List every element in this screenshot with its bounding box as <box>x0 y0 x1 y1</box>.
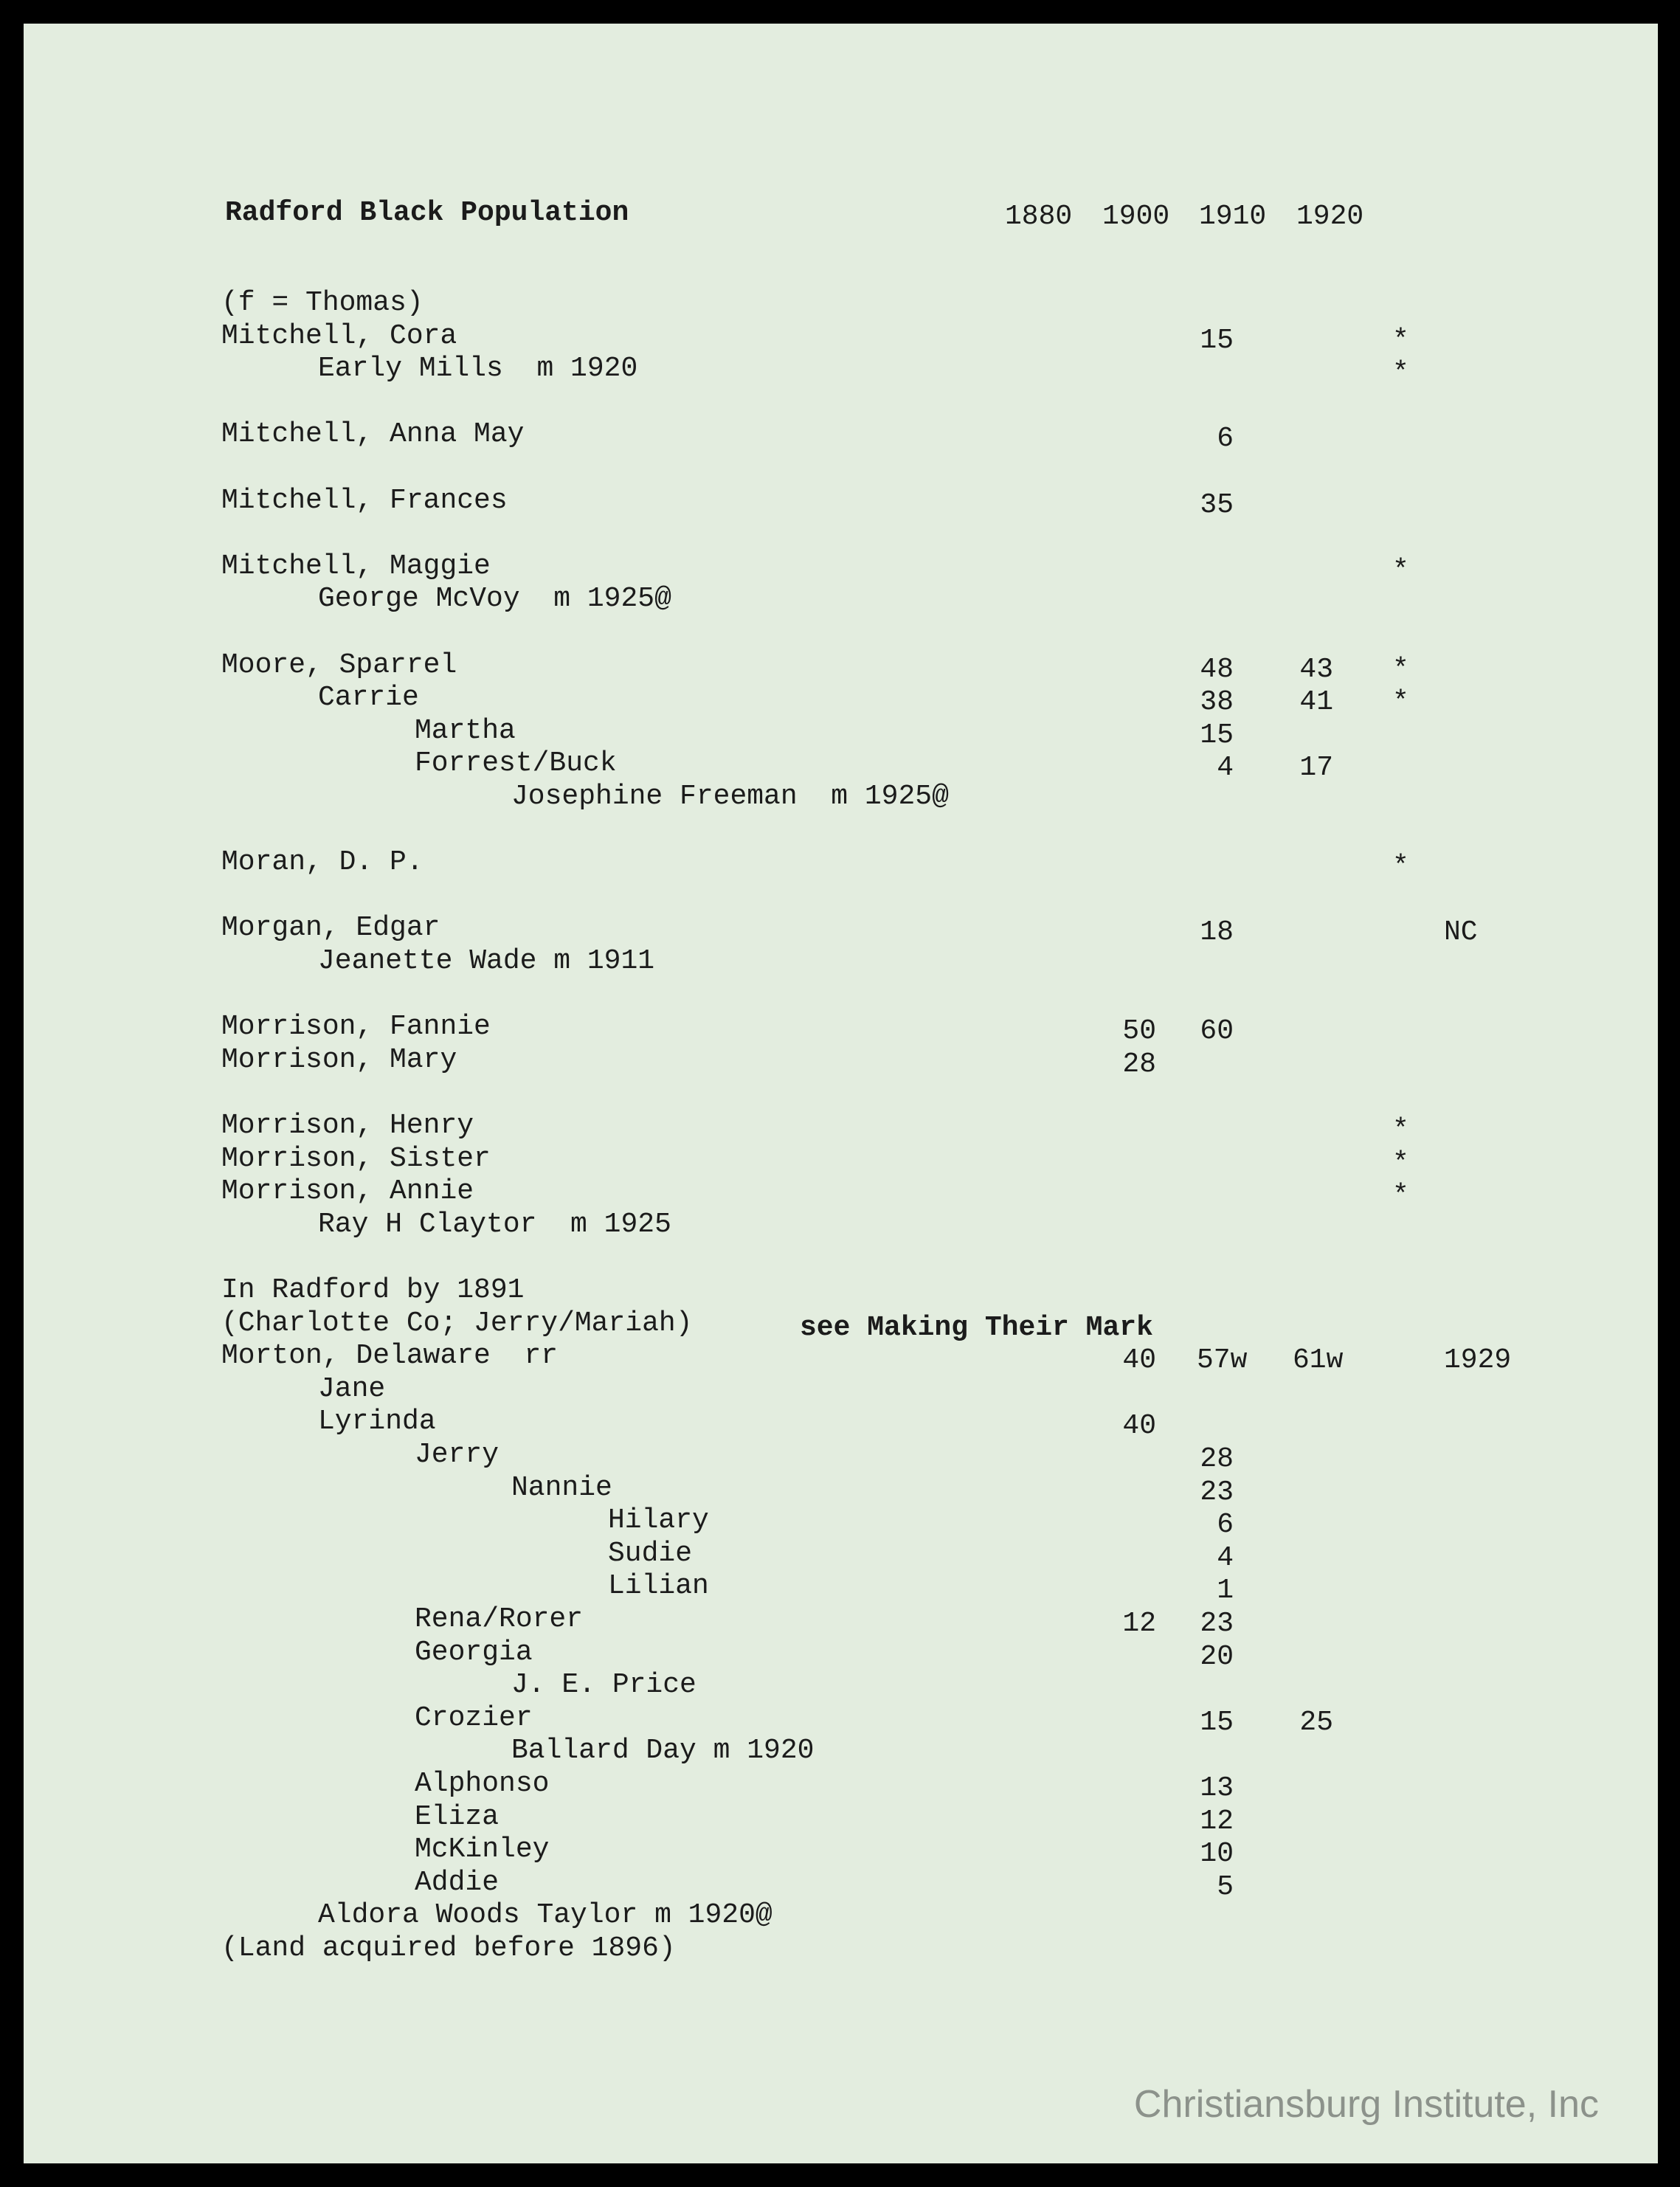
value-1920: 41 <box>1299 686 1333 719</box>
entry-name: McKinley <box>415 1834 550 1866</box>
value-1910: 5 <box>1217 1870 1234 1903</box>
entry-name: Jane <box>318 1372 386 1405</box>
entry-name: Moore, Sparrel <box>221 649 457 681</box>
value-star: * <box>1392 1114 1409 1146</box>
entry-name: Martha <box>415 714 516 747</box>
value-1920: 17 <box>1299 752 1333 784</box>
value-1910: 15 <box>1200 1706 1234 1738</box>
entry-name: George McVoy m 1925@ <box>318 583 671 615</box>
entry-name: J. E. Price <box>511 1669 696 1701</box>
value-1910: 18 <box>1200 916 1234 949</box>
page-title: Radford Black Population <box>225 197 629 229</box>
entry-name: Jeanette Wade m 1911 <box>318 945 655 977</box>
value-1910: 4 <box>1217 1541 1234 1574</box>
entry-name: Morrison, Annie <box>221 1175 474 1208</box>
value-1900: 40 <box>1122 1344 1156 1377</box>
entry-name: (Charlotte Co; Jerry/Mariah) <box>221 1307 693 1339</box>
value-star: * <box>1392 324 1409 356</box>
value-1900: 28 <box>1122 1048 1156 1080</box>
value-1910: 38 <box>1200 686 1234 719</box>
entry-name: Mitchell, Frances <box>221 484 508 516</box>
value-1900: 12 <box>1122 1608 1156 1640</box>
entry-name: Mitchell, Anna May <box>221 418 525 451</box>
value-star: * <box>1392 554 1409 587</box>
value-1910: 28 <box>1200 1443 1234 1475</box>
entry-name: Early Mills m 1920 <box>318 353 638 385</box>
entry-name: Carrie <box>318 682 419 714</box>
entry-name: Aldora Woods Taylor m 1920@ <box>318 1899 772 1932</box>
value-1910: 35 <box>1200 488 1234 521</box>
entry-name: Mitchell, Cora <box>221 319 457 352</box>
value-note: 1929 <box>1444 1344 1512 1377</box>
entry-name: Hilary <box>608 1504 709 1537</box>
value-1910: 4 <box>1217 752 1234 784</box>
value-1910: 57w <box>1197 1344 1248 1377</box>
entry-name: Moran, D. P. <box>221 846 424 879</box>
entry-name: Morton, Delaware rr <box>221 1340 559 1372</box>
value-1920: 61w <box>1293 1344 1344 1377</box>
year-header-1900: 1900 <box>1102 201 1170 232</box>
value-1910: 10 <box>1200 1838 1234 1870</box>
value-1910: 23 <box>1200 1476 1234 1508</box>
entry-name: Crozier <box>415 1701 533 1734</box>
value-1910: 12 <box>1200 1805 1234 1837</box>
entry-name: Rena/Rorer <box>415 1603 584 1635</box>
value-note: NC <box>1444 916 1478 949</box>
value-star: * <box>1392 851 1409 883</box>
year-header-1920: 1920 <box>1296 201 1364 232</box>
value-1910: 20 <box>1200 1640 1234 1673</box>
value-1920: 25 <box>1299 1706 1333 1738</box>
value-1910: 6 <box>1217 423 1234 455</box>
value-star: * <box>1392 686 1409 719</box>
watermark: Christiansburg Institute, Inc <box>1133 2083 1599 2126</box>
value-1910: 15 <box>1200 324 1234 356</box>
entry-name: Sudie <box>608 1537 693 1569</box>
year-header-1880: 1880 <box>1005 201 1073 232</box>
value-1910: 48 <box>1200 653 1234 685</box>
value-1910: 6 <box>1217 1509 1234 1541</box>
entry-name: Josephine Freeman m 1925@ <box>511 781 949 812</box>
entry-name: Lilian <box>608 1570 709 1603</box>
entry-name: In Radford by 1891 <box>221 1274 525 1306</box>
entry-name: Morrison, Sister <box>221 1142 491 1175</box>
entry-name: Ray H Claytor m 1925 <box>318 1208 671 1240</box>
year-header-1910: 1910 <box>1199 201 1267 232</box>
value-star: * <box>1392 1180 1409 1212</box>
entry-name: Morrison, Mary <box>221 1043 457 1076</box>
entry-name: Ballard Day m 1920 <box>511 1735 815 1767</box>
entry-name: Addie <box>415 1866 499 1898</box>
entry-name: (f = Thomas) <box>221 287 424 319</box>
entry-name: Mitchell, Maggie <box>221 550 491 582</box>
value-star: * <box>1392 653 1409 685</box>
entry-name: Morgan, Edgar <box>221 912 440 944</box>
document-page <box>24 24 1658 2163</box>
reference-note: see Making Their Mark <box>800 1311 1153 1344</box>
value-1910: 23 <box>1200 1608 1234 1640</box>
entry-name: Morrison, Fannie <box>221 1011 491 1043</box>
value-1920: 43 <box>1299 653 1333 685</box>
entry-name: Nannie <box>511 1471 612 1504</box>
value-star: * <box>1392 1147 1409 1179</box>
entry-name: Lyrinda <box>318 1406 436 1438</box>
value-star: * <box>1392 357 1409 390</box>
value-1910: 60 <box>1200 1015 1234 1048</box>
entry-name: Morrison, Henry <box>221 1110 474 1141</box>
entry-name: Georgia <box>415 1636 533 1668</box>
value-1900: 40 <box>1122 1410 1156 1443</box>
value-1900: 50 <box>1122 1015 1156 1048</box>
entry-name: Forrest/Buck <box>415 747 617 780</box>
entry-name: Alphonso <box>415 1768 550 1800</box>
value-1910: 15 <box>1200 719 1234 751</box>
entry-name: (Land acquired before 1896) <box>221 1932 676 1964</box>
entry-name: Eliza <box>415 1800 499 1833</box>
entry-name: Jerry <box>415 1439 499 1471</box>
value-1910: 13 <box>1200 1772 1234 1804</box>
value-1910: 1 <box>1217 1575 1234 1607</box>
